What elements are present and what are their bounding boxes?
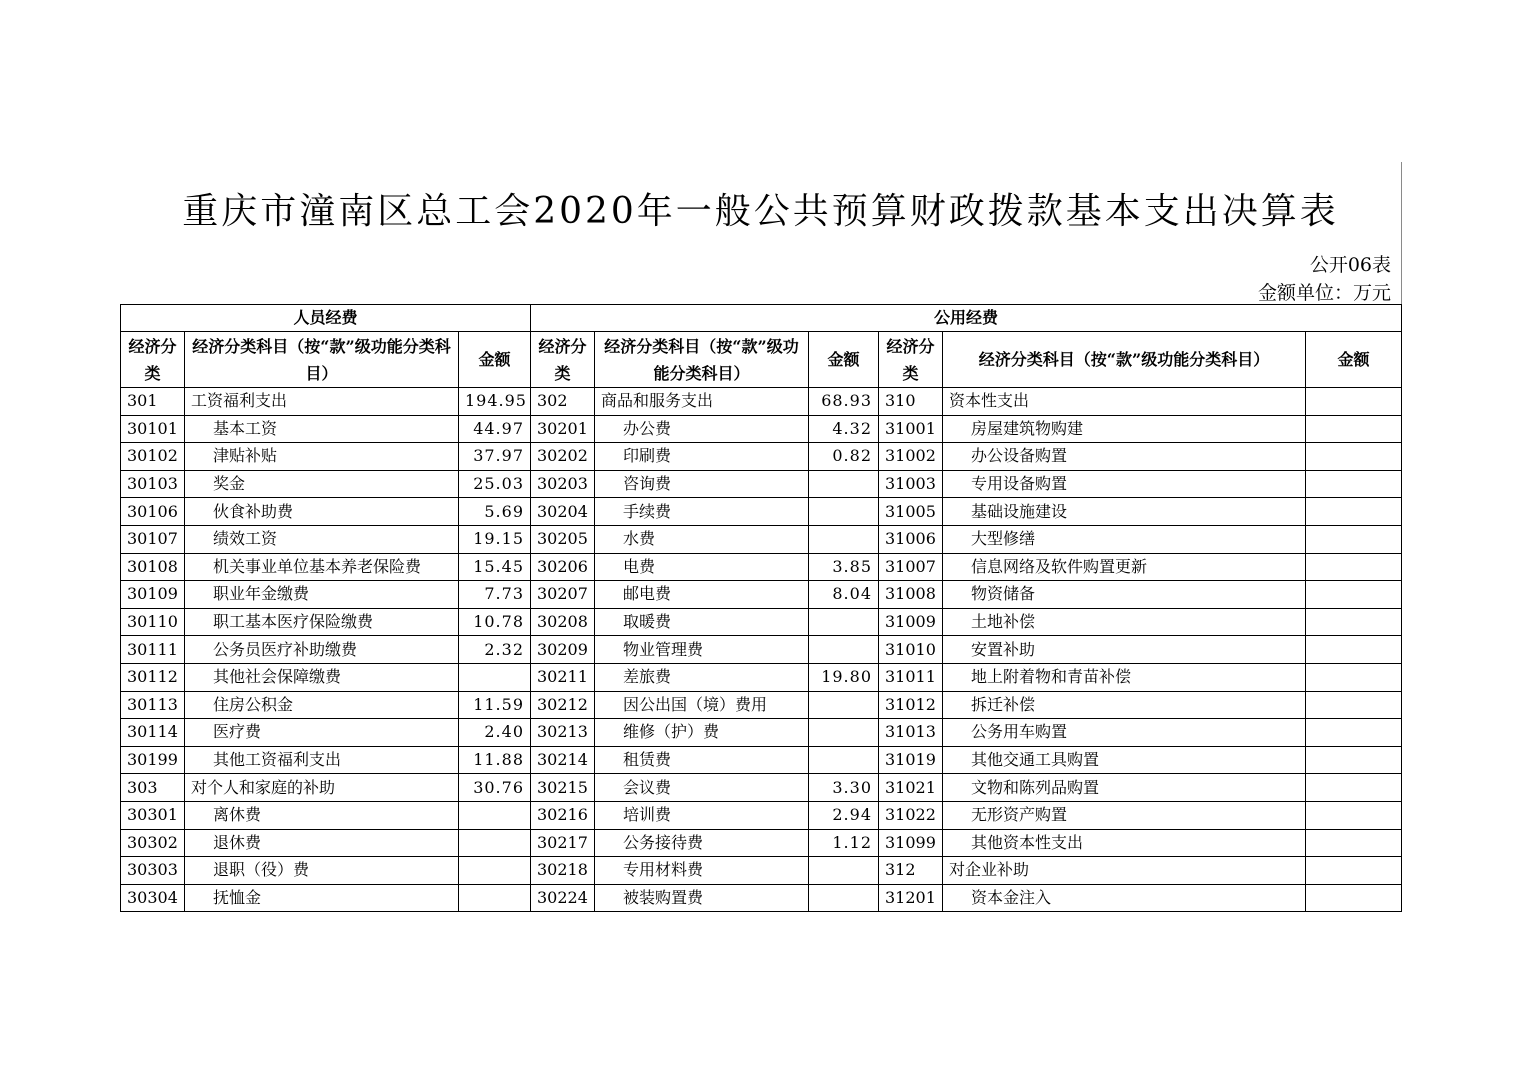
col-name-header: 经济分类科目（按“款”级功能分类科目） <box>943 332 1306 388</box>
table-row <box>121 801 1402 829</box>
amount-cell <box>809 857 879 885</box>
econ-name-cell: 商品和服务支出 <box>595 388 809 416</box>
econ-name-cell: 其他社会保障缴费 <box>185 663 459 691</box>
econ-name-cell: 咨询费 <box>595 470 809 498</box>
amount-cell <box>809 470 879 498</box>
table-row <box>121 443 1402 471</box>
econ-name-cell: 机关事业单位基本养老保险费 <box>185 553 459 581</box>
amount-cell: 19.80 <box>809 663 879 691</box>
econ-code-cell: 31012 <box>879 691 943 719</box>
econ-name-cell: 会议费 <box>595 774 809 802</box>
econ-code-cell: 30110 <box>121 608 185 636</box>
econ-name-cell: 土地补偿 <box>943 608 1306 636</box>
amount-cell <box>1306 470 1402 498</box>
econ-code-cell: 31001 <box>879 415 943 443</box>
econ-name-cell: 物资储备 <box>943 581 1306 609</box>
amount-cell <box>1306 415 1402 443</box>
econ-code-cell: 31201 <box>879 884 943 912</box>
amount-cell <box>1306 388 1402 416</box>
econ-code-cell: 30301 <box>121 801 185 829</box>
econ-code-cell: 30208 <box>531 608 595 636</box>
econ-code-cell: 31009 <box>879 608 943 636</box>
amount-cell <box>809 525 879 553</box>
amount-cell <box>1306 829 1402 857</box>
table-row <box>121 388 1402 416</box>
econ-code-cell: 30206 <box>531 553 595 581</box>
econ-code-cell: 31099 <box>879 829 943 857</box>
econ-name-cell: 取暖费 <box>595 608 809 636</box>
econ-name-cell: 办公设备购置 <box>943 443 1306 471</box>
econ-name-cell: 离休费 <box>185 801 459 829</box>
econ-name-cell: 对个人和家庭的补助 <box>185 774 459 802</box>
col-name-header: 经济分类科目（按“款”级功能分类科目） <box>185 332 459 388</box>
amount-cell <box>459 884 531 912</box>
amount-cell <box>1306 746 1402 774</box>
econ-name-cell: 伙食补助费 <box>185 498 459 526</box>
econ-code-cell: 30211 <box>531 663 595 691</box>
amount-cell <box>1306 525 1402 553</box>
amount-cell <box>1306 498 1402 526</box>
econ-code-cell: 30216 <box>531 801 595 829</box>
econ-code-cell: 30303 <box>121 857 185 885</box>
econ-code-cell: 31021 <box>879 774 943 802</box>
econ-name-cell: 办公费 <box>595 415 809 443</box>
econ-code-cell: 31002 <box>879 443 943 471</box>
econ-code-cell: 31011 <box>879 663 943 691</box>
amount-cell <box>459 857 531 885</box>
econ-code-cell: 30114 <box>121 719 185 747</box>
econ-code-cell: 31013 <box>879 719 943 747</box>
econ-name-cell: 公务用车购置 <box>943 719 1306 747</box>
amount-unit: 金额单位：万元 <box>1257 282 1391 304</box>
econ-name-cell: 公务员医疗补助缴费 <box>185 636 459 664</box>
amount-cell <box>809 746 879 774</box>
amount-cell <box>1306 801 1402 829</box>
amount-cell <box>809 691 879 719</box>
econ-name-cell: 信息网络及软件购置更新 <box>943 553 1306 581</box>
amount-cell <box>1306 553 1402 581</box>
amount-cell: 4.32 <box>809 415 879 443</box>
econ-name-cell: 房屋建筑物购建 <box>943 415 1306 443</box>
amount-cell <box>1306 581 1402 609</box>
econ-name-cell: 其他工资福利支出 <box>185 746 459 774</box>
amount-cell <box>459 829 531 857</box>
econ-name-cell: 印刷费 <box>595 443 809 471</box>
econ-code-cell: 31008 <box>879 581 943 609</box>
table-row <box>121 719 1402 747</box>
table-row <box>121 498 1402 526</box>
table-row <box>121 746 1402 774</box>
amount-cell <box>809 498 879 526</box>
econ-name-cell: 抚恤金 <box>185 884 459 912</box>
econ-name-cell: 租赁费 <box>595 746 809 774</box>
econ-name-cell: 医疗费 <box>185 719 459 747</box>
col-amount-header: 金额 <box>459 332 531 388</box>
expenditure-table <box>120 304 1402 912</box>
econ-name-cell: 差旅费 <box>595 663 809 691</box>
econ-name-cell: 职业年金缴费 <box>185 581 459 609</box>
econ-code-cell: 30205 <box>531 525 595 553</box>
amount-cell <box>1306 443 1402 471</box>
econ-name-cell: 职工基本医疗保险缴费 <box>185 608 459 636</box>
econ-name-cell: 奖金 <box>185 470 459 498</box>
amount-cell <box>1306 884 1402 912</box>
econ-code-cell: 31005 <box>879 498 943 526</box>
econ-code-cell: 31007 <box>879 553 943 581</box>
table-row <box>121 415 1402 443</box>
econ-code-cell: 30214 <box>531 746 595 774</box>
amount-cell: 11.59 <box>459 691 531 719</box>
econ-name-cell: 公务接待费 <box>595 829 809 857</box>
econ-code-cell: 30102 <box>121 443 185 471</box>
econ-name-cell: 培训费 <box>595 801 809 829</box>
econ-code-cell: 30217 <box>531 829 595 857</box>
econ-code-cell: 30111 <box>121 636 185 664</box>
econ-name-cell: 对企业补助 <box>943 857 1306 885</box>
econ-name-cell: 其他交通工具购置 <box>943 746 1306 774</box>
amount-cell: 37.97 <box>459 443 531 471</box>
table-row <box>121 525 1402 553</box>
econ-name-cell: 文物和陈列品购置 <box>943 774 1306 802</box>
econ-code-cell: 312 <box>879 857 943 885</box>
econ-code-cell: 30207 <box>531 581 595 609</box>
econ-code-cell: 30202 <box>531 443 595 471</box>
amount-cell <box>1306 774 1402 802</box>
econ-code-cell: 30204 <box>531 498 595 526</box>
amount-cell <box>459 801 531 829</box>
amount-cell: 30.76 <box>459 774 531 802</box>
amount-cell: 19.15 <box>459 525 531 553</box>
group-personnel-header: 人员经费 <box>121 305 531 332</box>
econ-name-cell: 津贴补贴 <box>185 443 459 471</box>
table-row <box>121 470 1402 498</box>
econ-name-cell: 资本金注入 <box>943 884 1306 912</box>
econ-code-cell: 30107 <box>121 525 185 553</box>
table-row <box>121 553 1402 581</box>
econ-name-cell: 维修（护）费 <box>595 719 809 747</box>
amount-cell <box>1306 857 1402 885</box>
amount-cell: 194.95 <box>459 388 531 416</box>
econ-code-cell: 30201 <box>531 415 595 443</box>
amount-cell <box>1306 663 1402 691</box>
col-code-header: 经济分类 <box>121 332 185 388</box>
amount-cell: 11.88 <box>459 746 531 774</box>
econ-code-cell: 30112 <box>121 663 185 691</box>
amount-cell: 0.82 <box>809 443 879 471</box>
econ-name-cell: 邮电费 <box>595 581 809 609</box>
econ-code-cell: 30109 <box>121 581 185 609</box>
econ-name-cell: 安置补助 <box>943 636 1306 664</box>
econ-name-cell: 工资福利支出 <box>185 388 459 416</box>
econ-name-cell: 拆迁补偿 <box>943 691 1306 719</box>
col-code-header: 经济分类 <box>879 332 943 388</box>
col-amount-header: 金额 <box>809 332 879 388</box>
amount-cell: 1.12 <box>809 829 879 857</box>
econ-code-cell: 30213 <box>531 719 595 747</box>
amount-cell: 10.78 <box>459 608 531 636</box>
amount-cell: 8.04 <box>809 581 879 609</box>
table-row <box>121 884 1402 912</box>
econ-code-cell: 30215 <box>531 774 595 802</box>
table-row <box>121 581 1402 609</box>
econ-name-cell: 被装购置费 <box>595 884 809 912</box>
table-row <box>121 774 1402 802</box>
econ-code-cell: 30199 <box>121 746 185 774</box>
table-row <box>121 636 1402 664</box>
econ-code-cell: 30203 <box>531 470 595 498</box>
amount-cell: 25.03 <box>459 470 531 498</box>
amount-cell: 15.45 <box>459 553 531 581</box>
amount-cell <box>809 719 879 747</box>
col-amount-header: 金额 <box>1306 332 1402 388</box>
econ-name-cell: 手续费 <box>595 498 809 526</box>
econ-code-cell: 302 <box>531 388 595 416</box>
amount-cell <box>1306 719 1402 747</box>
econ-code-cell: 30304 <box>121 884 185 912</box>
econ-code-cell: 30108 <box>121 553 185 581</box>
econ-name-cell: 专用材料费 <box>595 857 809 885</box>
econ-name-cell: 地上附着物和青苗补偿 <box>943 663 1306 691</box>
amount-cell: 7.73 <box>459 581 531 609</box>
econ-name-cell: 退职（役）费 <box>185 857 459 885</box>
amount-cell <box>809 636 879 664</box>
econ-code-cell: 30224 <box>531 884 595 912</box>
econ-name-cell: 住房公积金 <box>185 691 459 719</box>
econ-code-cell: 310 <box>879 388 943 416</box>
econ-code-cell: 31006 <box>879 525 943 553</box>
econ-code-cell: 30212 <box>531 691 595 719</box>
table-row <box>121 857 1402 885</box>
econ-code-cell: 301 <box>121 388 185 416</box>
econ-code-cell: 31010 <box>879 636 943 664</box>
amount-cell: 68.93 <box>809 388 879 416</box>
econ-name-cell: 电费 <box>595 553 809 581</box>
econ-name-cell: 基础设施建设 <box>943 498 1306 526</box>
econ-name-cell: 物业管理费 <box>595 636 809 664</box>
group-public-header: 公用经费 <box>531 305 1402 332</box>
econ-code-cell: 31003 <box>879 470 943 498</box>
table-row <box>121 691 1402 719</box>
col-code-header: 经济分类 <box>531 332 595 388</box>
econ-name-cell: 其他资本性支出 <box>943 829 1306 857</box>
amount-cell: 2.32 <box>459 636 531 664</box>
amount-cell <box>809 608 879 636</box>
econ-name-cell: 退休费 <box>185 829 459 857</box>
econ-name-cell: 专用设备购置 <box>943 470 1306 498</box>
amount-cell: 3.85 <box>809 553 879 581</box>
amount-cell <box>459 663 531 691</box>
econ-name-cell: 基本工资 <box>185 415 459 443</box>
econ-name-cell: 大型修缮 <box>943 525 1306 553</box>
amount-cell: 44.97 <box>459 415 531 443</box>
amount-cell <box>1306 636 1402 664</box>
table-row <box>121 829 1402 857</box>
econ-name-cell: 绩效工资 <box>185 525 459 553</box>
amount-cell: 2.40 <box>459 719 531 747</box>
amount-cell: 5.69 <box>459 498 531 526</box>
econ-code-cell: 30101 <box>121 415 185 443</box>
econ-code-cell: 31022 <box>879 801 943 829</box>
page-title: 重庆市潼南区总工会2020年一般公共预算财政拨款基本支出决算表 <box>182 191 1339 232</box>
econ-code-cell: 31019 <box>879 746 943 774</box>
col-name-header: 经济分类科目（按“款”级功能分类科目） <box>595 332 809 388</box>
amount-cell <box>809 884 879 912</box>
table-row <box>121 663 1402 691</box>
econ-code-cell: 30113 <box>121 691 185 719</box>
econ-name-cell: 水费 <box>595 525 809 553</box>
amount-cell <box>1306 608 1402 636</box>
econ-code-cell: 30106 <box>121 498 185 526</box>
econ-code-cell: 30218 <box>531 857 595 885</box>
econ-name-cell: 无形资产购置 <box>943 801 1306 829</box>
amount-cell: 3.30 <box>809 774 879 802</box>
amount-cell: 2.94 <box>809 801 879 829</box>
table-row <box>121 608 1402 636</box>
econ-name-cell: 资本性支出 <box>943 388 1306 416</box>
econ-code-cell: 30103 <box>121 470 185 498</box>
econ-code-cell: 30302 <box>121 829 185 857</box>
econ-name-cell: 因公出国（境）费用 <box>595 691 809 719</box>
econ-code-cell: 30209 <box>531 636 595 664</box>
amount-cell <box>1306 691 1402 719</box>
table-number: 公开06表 <box>1309 254 1391 276</box>
econ-code-cell: 303 <box>121 774 185 802</box>
